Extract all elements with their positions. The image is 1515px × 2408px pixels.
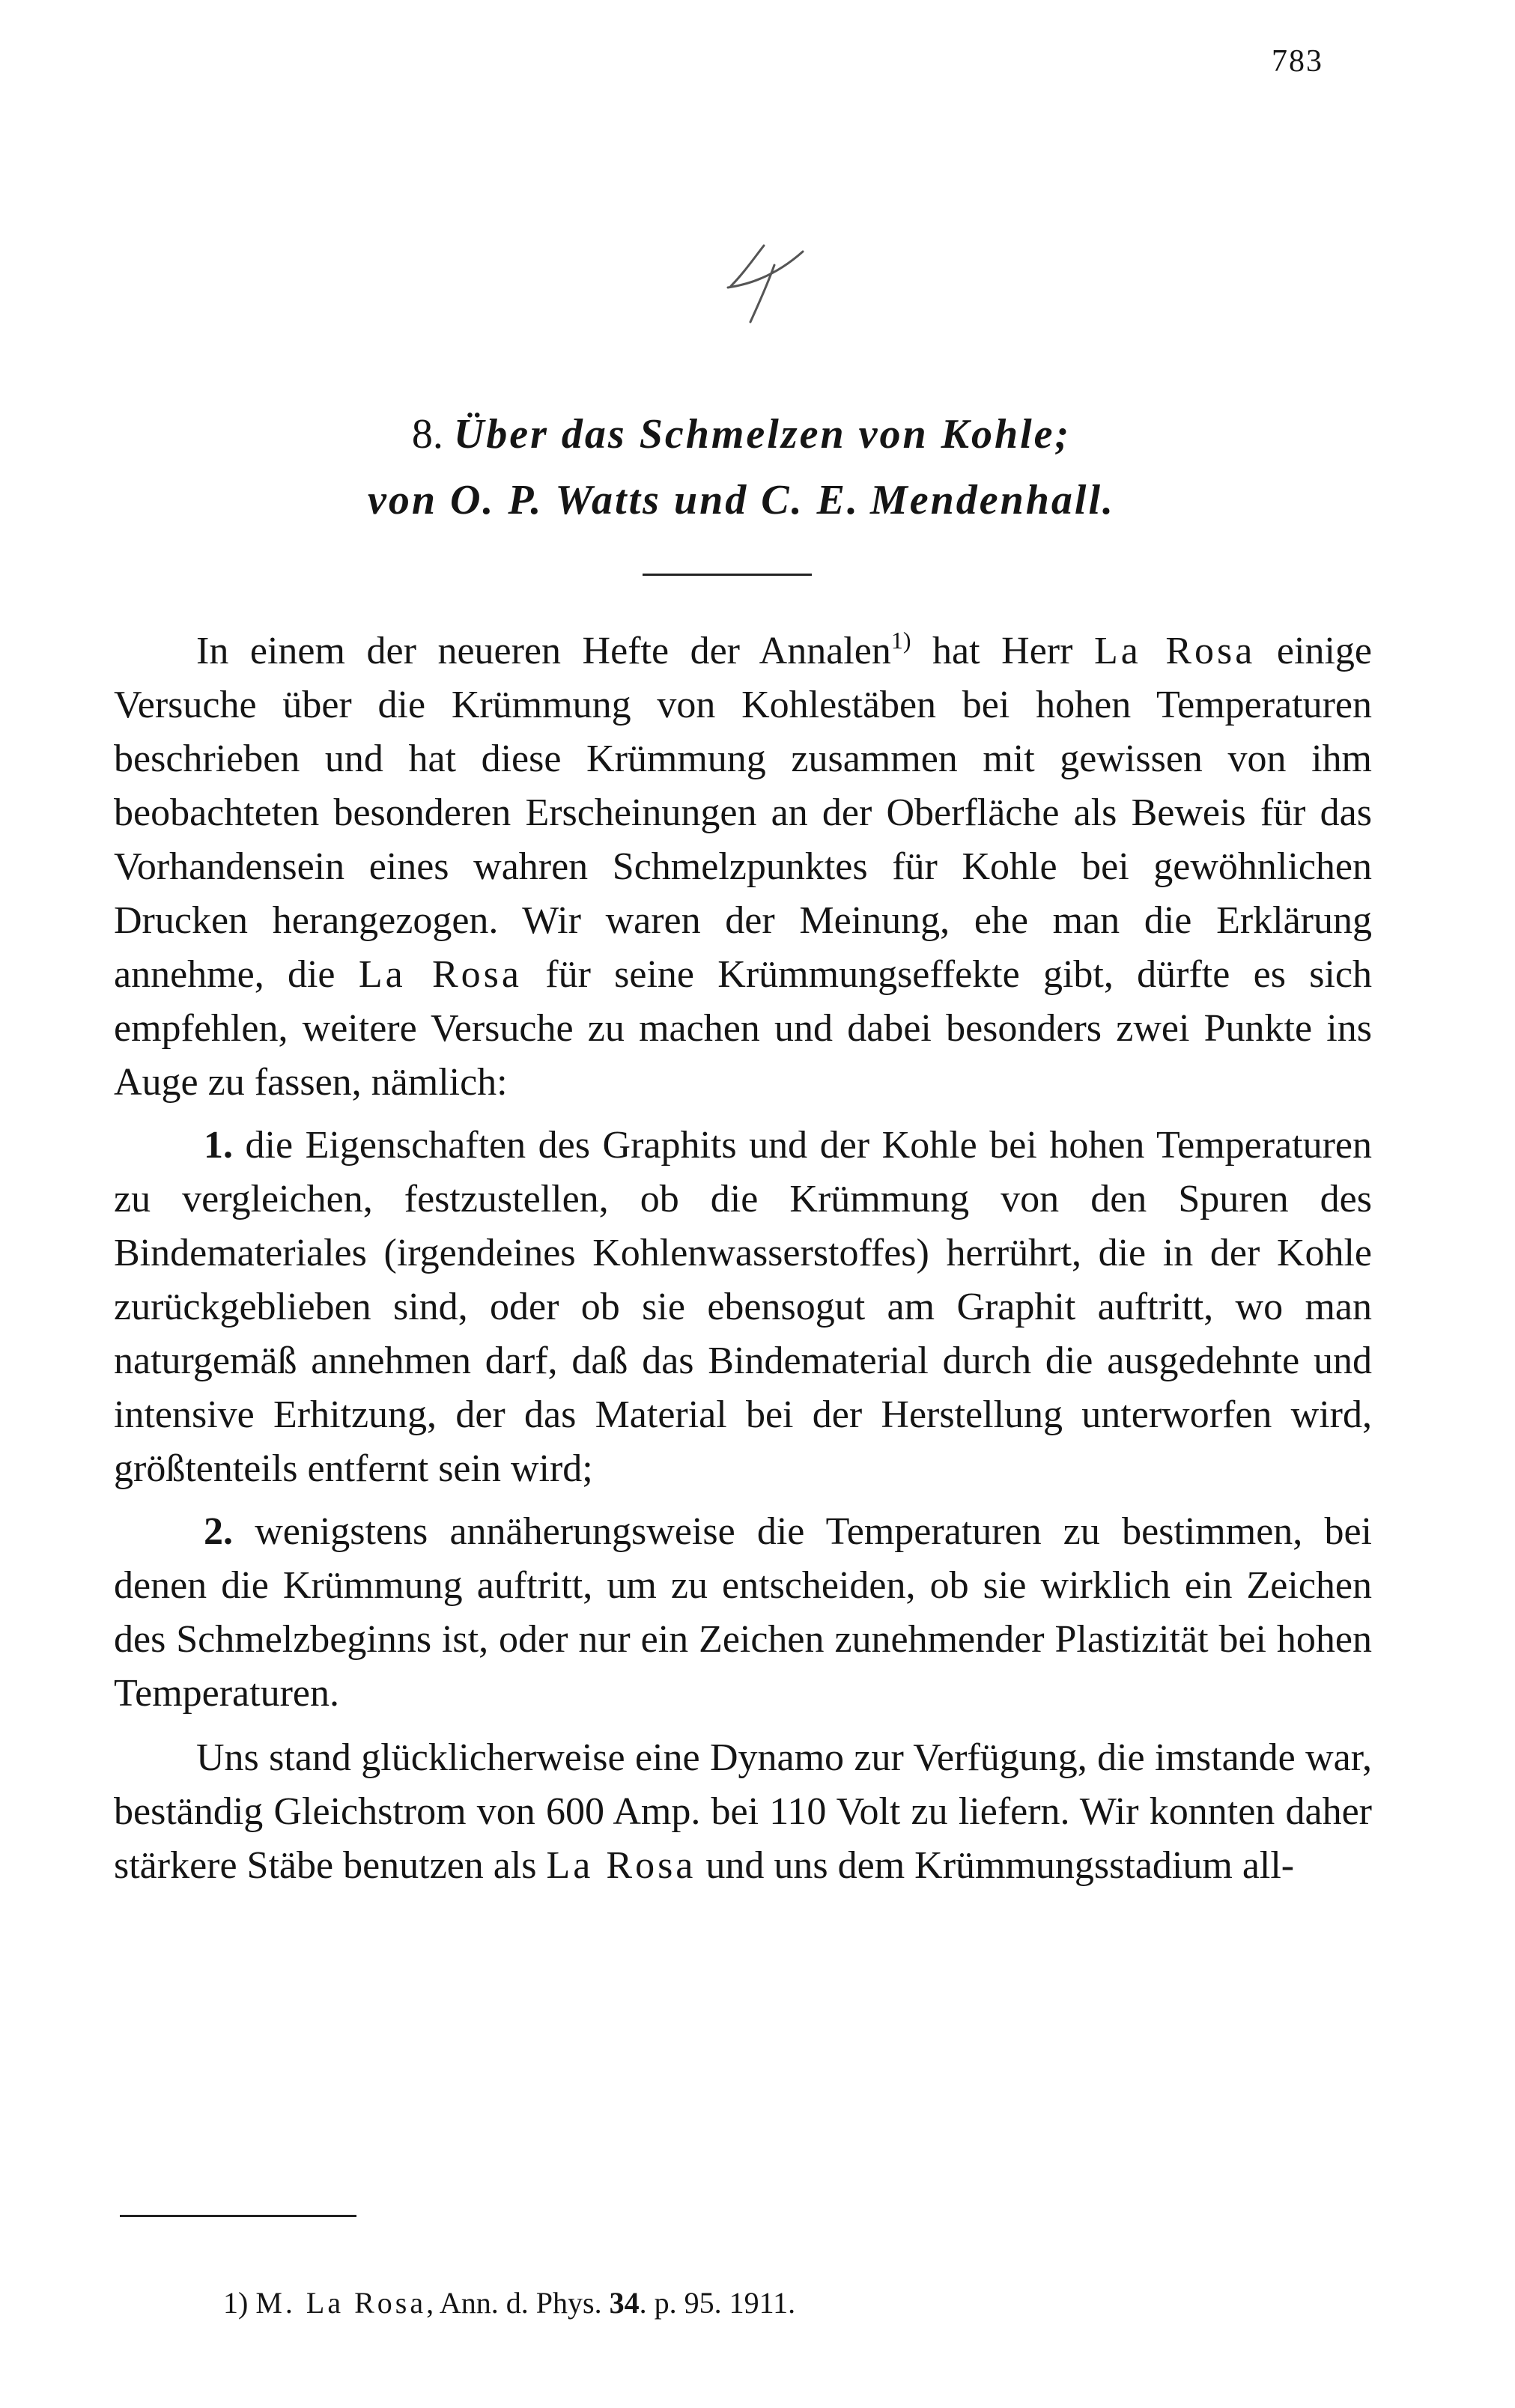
footnote-divider — [120, 2215, 356, 2217]
cited-name: La Rosa — [546, 1844, 696, 1887]
article-title — [112, 401, 1370, 533]
footnote-volume: 34 — [609, 2286, 640, 2320]
title-line-2 — [112, 467, 1370, 533]
list-item-2 — [114, 1505, 1372, 1721]
title-text: Über das Schmelzen von Kohle; — [453, 411, 1072, 457]
list-number: 1. — [204, 1124, 233, 1167]
cited-name: La Rosa — [358, 953, 522, 996]
paragraph-text: und uns dem Krümmungsstadium all- — [696, 1844, 1295, 1887]
paragraph-text: einige Versuche über die Krümmung von Kohlestäben bei hohen Temperaturen beschrieben und hat diese Krümmung zusammen mit gewissen von ihm beobachteten besonderen Erscheinungen an der Oberfläche als Beweis für das Vorhandensein eines wahren Schmelzpunktes für Kohle bei gewöhnlichen Drucken herangezogen. Wir waren der Meinung, ehe man die Erklärung annehme, die — [114, 630, 1372, 996]
list-number: 2. — [204, 1510, 233, 1553]
title-divider — [643, 574, 812, 576]
article-number: 8. — [411, 411, 443, 457]
page-number: 783 — [1272, 44, 1323, 79]
cited-name: La Rosa — [1093, 630, 1256, 672]
paragraph-text: für seine Krümmungseffekte gibt, dürfte es sich empfehlen, weitere Versuche zu machen und dabei besonders zwei Punkte ins Auge zu fassen, nämlich: — [114, 953, 1373, 1104]
footnote-reference: 1) — [890, 627, 911, 654]
article-body — [114, 624, 1372, 1893]
paragraph-dynamo — [114, 1731, 1372, 1893]
list-item-text: die Eigenschaften des Graphits und der Kohle bei hohen Temperaturen zu vergleichen, festzustellen, ob die Krümmung von den Spuren des Bindemateriales (irgendeines Kohlenwasserstoffes) herrührt, die in der Kohle zurückgeblieben sind, oder ob sie ebensogut am Graphit auftritt, wo man naturgemäß annehmen darf, daß das Bindematerial durch die ausgedehnte und intensive Erhitzung, der das Material bei der Herstellung unterworfen wird, größtenteils entfernt sein wird; — [114, 1124, 1372, 1490]
footnote-marker: 1) — [223, 2286, 249, 2320]
paragraph-text: In einem der neueren Hefte der Annalen — [196, 630, 891, 672]
footnote-journal: , Ann. d. Phys. — [426, 2286, 610, 2320]
authors-prefix: von O. P. Watts und C. E. — [367, 477, 860, 523]
list-item-text: wenigstens annäherungsweise die Temperaturen zu bestimmen, bei denen die Krümmung auftritt, um zu entscheiden, ob sie wirklich ein Zeichen des Schmelzbeginns ist, oder nur ein Zeichen zunehmender Plastizität bei hohen Temperaturen. — [114, 1510, 1372, 1715]
handwritten-four-mark — [717, 241, 806, 325]
list-item-1 — [114, 1119, 1372, 1496]
footnote-author: M. La Rosa — [255, 2286, 427, 2320]
footnote — [223, 2282, 1347, 2324]
author-name: Mendenhall. — [869, 477, 1116, 523]
paragraph-text: Uns stand glücklicherweise eine Dynamo zur Verfügung, die imstande war, beständig Gleichstrom von 600 Amp. bei 110 Volt zu liefern. Wir konnten daher stärkere Stäbe benutzen als — [114, 1736, 1372, 1887]
title-line-1 — [112, 401, 1370, 467]
paragraph-intro — [114, 624, 1372, 1110]
footnote-pages-year: . p. 95. 1911. — [639, 2286, 796, 2320]
paragraph-text: hat Herr — [911, 630, 1094, 672]
